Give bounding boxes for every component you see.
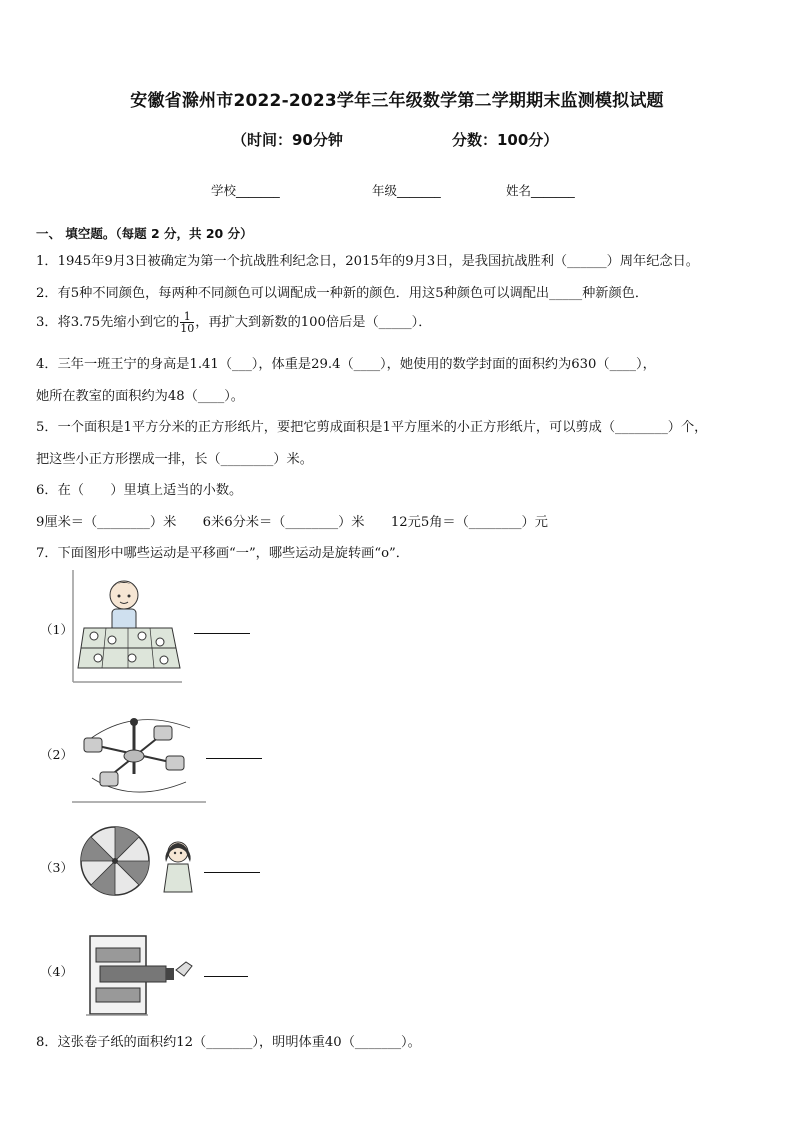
question-5-line-1: 5．一个面积是1平方分米的正方形纸片，要把它剪成面积是1平方厘米的小正方形纸片，可以剪成（________）个，: [36, 420, 708, 435]
question-3-text-b: ，再扩大到新数的100倍后是（_____）．: [195, 315, 432, 330]
question-6-items: 9厘米＝（________）米 6米6分米＝（________）米 12元5角＝（________）元: [36, 515, 548, 530]
figure-4-label: （4）: [40, 964, 73, 979]
question-3-text-a: 3．将3.75先缩小到它的: [36, 315, 180, 330]
exam-score: 分数：100分）: [452, 131, 559, 149]
figure-1-label: （1）: [40, 622, 73, 637]
spinning-wheel-illustration: [80, 826, 200, 896]
rotating-ride-illustration: [72, 712, 208, 804]
answer-line-2[interactable]: [206, 758, 262, 759]
chess-boy-illustration: [72, 570, 184, 684]
answer-line-1[interactable]: [194, 633, 250, 634]
drawer-illustration: [86, 934, 198, 1016]
fraction-numerator: 1: [180, 311, 194, 323]
figure-2-label: （2）: [40, 747, 73, 762]
school-field[interactable]: 学校_______: [211, 183, 280, 198]
question-6: 6．在（ ）里填上适当的小数。: [36, 483, 243, 498]
page-title: 安徽省滁州市2022-2023学年三年级数学第二学期期末监测模拟试题: [130, 91, 664, 111]
question-1: 1．1945年9月3日被确定为第一个抗战胜利纪念日，2015年的9月3日，是我国抗战胜利（______）周年纪念日。: [36, 254, 699, 269]
grade-field[interactable]: 年级_______: [372, 183, 441, 198]
answer-line-4[interactable]: [204, 976, 248, 977]
question-4-line-2: 她所在教室的面积约为48（____）。: [36, 389, 244, 404]
name-field[interactable]: 姓名_______: [506, 183, 575, 198]
question-5-line-2: 把这些小正方形摆成一排，长（________）米。: [36, 452, 313, 467]
exam-time: （时间：90分钟: [232, 131, 343, 149]
fraction-denominator: 10: [180, 322, 195, 335]
figure-3-label: （3）: [40, 860, 73, 875]
question-4-line-1: 4．三年一班王宁的身高是1.41（___），体重是29.4（____），她使用的数学封面的面积约为630（____），: [36, 357, 656, 372]
section-heading: 一、 填空题。（每题 2 分，共 20 分）: [36, 226, 253, 241]
question-3: [36, 311, 431, 334]
answer-line-3[interactable]: [204, 872, 260, 873]
question-8: 8．这张卷子纸的面积约12（_______），明明体重40（_______）。: [36, 1035, 421, 1050]
question-7: 7．下面图形中哪些运动是平移画“一”，哪些运动是旋转画“o”．: [36, 546, 409, 561]
question-2: 2．有5种不同颜色，每两种不同颜色可以调配成一种新的颜色．用这5种颜色可以调配出_____种新颜色．: [36, 286, 649, 301]
fraction: [180, 311, 194, 334]
